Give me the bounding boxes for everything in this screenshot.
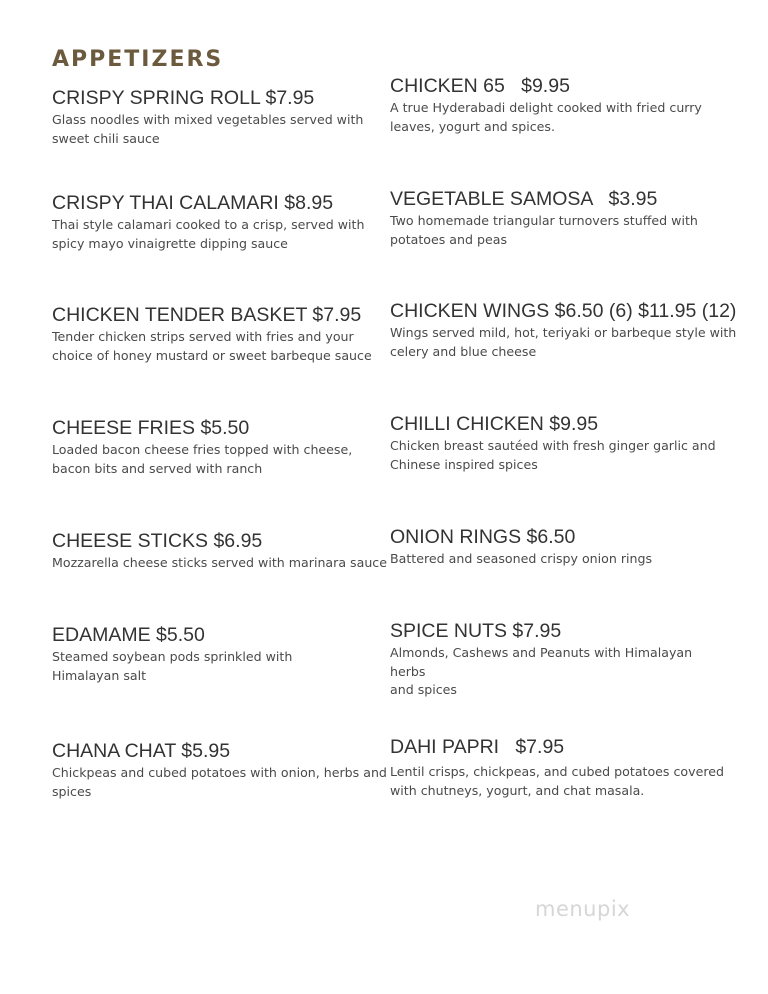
description-line: Battered and seasoned crispy onion rings <box>390 551 653 566</box>
menupix-watermark: menupix <box>535 897 631 921</box>
item-name: DAHI PAPRI $7.95 <box>390 736 565 758</box>
item-description <box>390 763 730 800</box>
item-description <box>52 216 377 253</box>
menu-item-chicken-65 <box>390 74 730 136</box>
description-line: Chickpeas and cubed potatoes with onion, herbs and <box>52 765 387 780</box>
menu-item-chana-chat <box>52 739 387 801</box>
description-line: Chicken breast sautéed with fresh ginger garlic and <box>390 438 716 453</box>
item-name: CHICKEN TENDER BASKET $7.95 <box>52 304 362 326</box>
item-description <box>52 648 377 685</box>
description-line: bacon bits and served with ranch <box>52 460 263 476</box>
description-line: Wings served mild, hot, teriyaki or barbeque style with <box>390 325 737 340</box>
description-line: with chutneys, yogurt, and chat masala. <box>390 782 645 798</box>
menu-item-chicken-tender-basket <box>52 303 377 365</box>
menu-item-cheese-sticks <box>52 529 387 573</box>
description-line: choice of honey mustard or sweet barbeque sauce <box>52 347 372 363</box>
description-line: Steamed soybean pods sprinkled with <box>52 649 293 664</box>
description-line: potatoes and peas <box>390 231 508 247</box>
menu-item-edamame <box>52 623 377 685</box>
menu-item-cheese-fries <box>52 416 377 478</box>
description-line: sweet chili sauce <box>52 130 160 146</box>
menu-item-onion-rings <box>390 525 730 569</box>
item-name: CRISPY SPRING ROLL $7.95 <box>52 87 315 109</box>
item-name: CRISPY THAI CALAMARI $8.95 <box>52 192 334 214</box>
item-name: VEGETABLE SAMOSA $3.95 <box>390 188 658 210</box>
description-line: Almonds, Cashews and Peanuts with Himalayan herbs <box>390 645 693 679</box>
description-line: Mozzarella cheese sticks served with marinara sauce <box>52 555 387 570</box>
menu-item-dahi-papri <box>390 735 730 800</box>
menu-item-crispy-spring-roll <box>52 86 377 148</box>
item-description <box>52 328 392 365</box>
menu-item-spice-nuts <box>390 619 730 700</box>
item-name: SPICE NUTS $7.95 <box>390 620 562 642</box>
item-name: CHEESE STICKS $6.95 <box>52 530 263 552</box>
description-line: Lentil crisps, chickpeas, and cubed potatoes covered <box>390 764 724 779</box>
item-name: CHILLI CHICKEN $9.95 <box>390 413 599 435</box>
item-name: EDAMAME $5.50 <box>52 624 205 646</box>
item-description <box>390 212 730 249</box>
description-line: spicy mayo vinaigrette dipping sauce <box>52 235 288 251</box>
description-line: Loaded bacon cheese fries topped with cheese, <box>52 442 353 457</box>
item-description <box>52 111 377 148</box>
section-title: APPETIZERS <box>52 47 224 72</box>
menu-item-chilli-chicken <box>390 412 730 474</box>
item-description <box>390 324 740 361</box>
item-description <box>52 764 392 801</box>
description-line: celery and blue cheese <box>390 343 537 359</box>
menu-item-crispy-thai-calamari <box>52 191 377 253</box>
item-description <box>390 550 730 569</box>
item-name: CHICKEN 65 $9.95 <box>390 75 570 97</box>
description-line: Himalayan salt <box>52 667 147 683</box>
item-description <box>390 644 730 700</box>
menu-item-vegetable-samosa <box>390 187 730 249</box>
description-line: Chinese inspired spices <box>390 456 538 472</box>
item-description <box>390 99 730 136</box>
description-line: Tender chicken strips served with fries and your <box>52 329 354 344</box>
item-name: CHEESE FRIES $5.50 <box>52 417 250 439</box>
description-line: leaves, yogurt and spices. <box>390 118 555 134</box>
description-line: spices <box>52 783 92 799</box>
description-line: Glass noodles with mixed vegetables served with <box>52 112 364 127</box>
item-description <box>52 554 392 573</box>
item-description <box>390 437 730 474</box>
menu-item-chicken-wings <box>390 299 737 361</box>
item-name: ONION RINGS $6.50 <box>390 526 576 548</box>
description-line: A true Hyderabadi delight cooked with fried curry <box>390 100 702 115</box>
description-line: Thai style calamari cooked to a crisp, served with <box>52 217 365 232</box>
item-name: CHANA CHAT $5.95 <box>52 740 231 762</box>
item-name: CHICKEN WINGS $6.50 (6) $11.95 (12) <box>390 300 737 322</box>
description-line: and spices <box>390 682 457 697</box>
item-description <box>52 441 377 478</box>
description-line: Two homemade triangular turnovers stuffed with <box>390 213 698 228</box>
